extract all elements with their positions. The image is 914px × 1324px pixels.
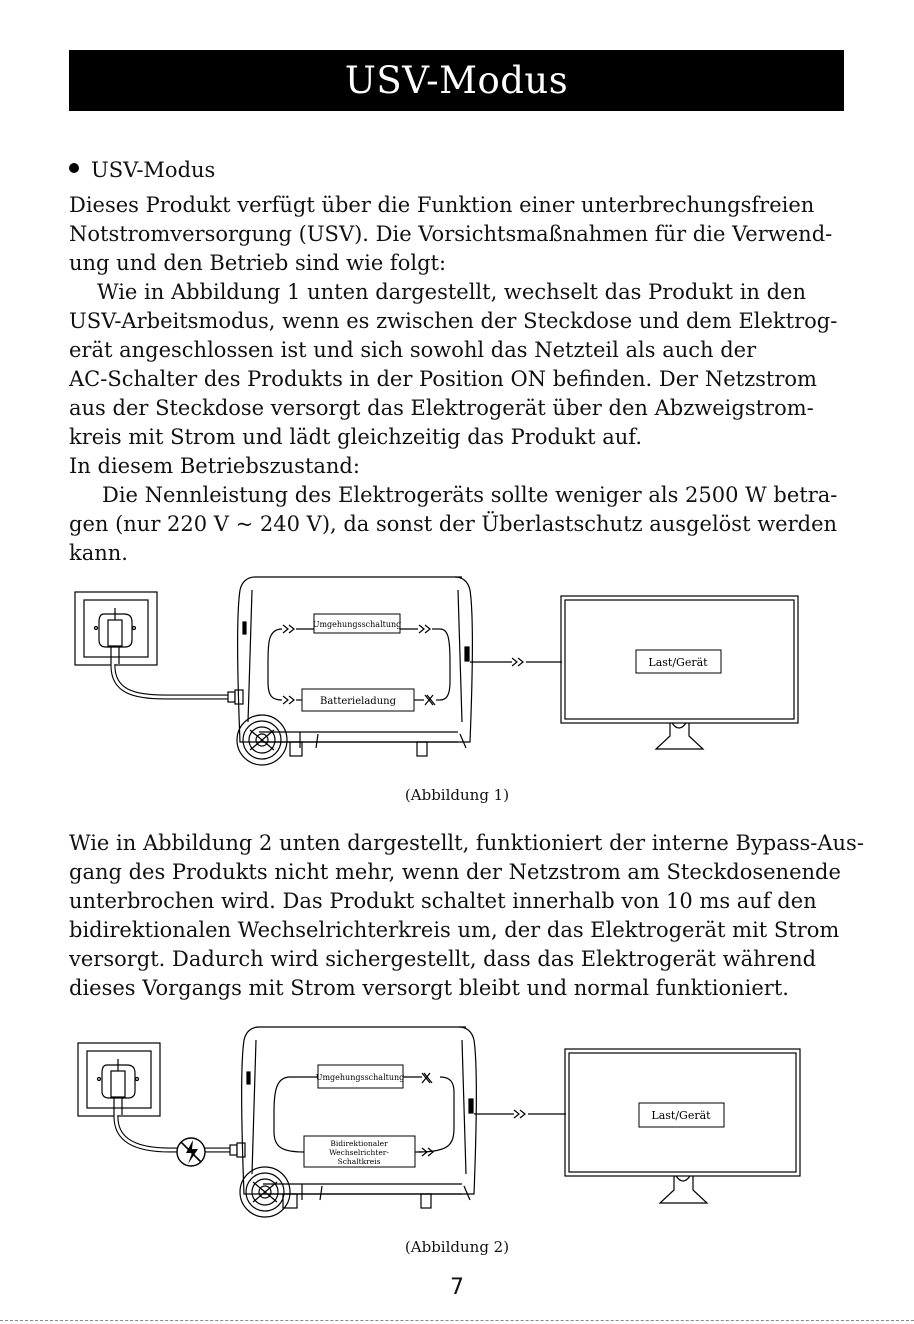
load-device-label: Last/Gerät xyxy=(651,1109,711,1122)
load-device-label: Last/Gerät xyxy=(648,656,708,669)
text-line: Wie in Abbildung 1 unten dargestellt, wechselt das Produkt in den xyxy=(97,280,807,304)
text-line: kreis mit Strom und lädt gleichzeitig das Produkt auf. xyxy=(69,425,643,449)
figure-2-caption: (Abbildung 2) xyxy=(404,1238,510,1256)
paragraph-intro xyxy=(69,191,849,568)
inverter-label-line: Bidirektionaler xyxy=(330,1139,388,1148)
wall-socket-icon xyxy=(78,1043,160,1116)
inverter-label-line: Schaltkreis xyxy=(337,1157,381,1166)
arrow-icon xyxy=(283,625,294,633)
text-line: Die Nennleistung des Elektrogeräts sollte weniger als 2500 W betra- xyxy=(102,483,838,507)
figure-1-caption: (Abbildung 1) xyxy=(404,786,510,804)
text-line: Dieses Produkt verfügt über die Funktion einer unterbrechungsfreien xyxy=(69,193,815,217)
text-line: bidirektionalen Wechselrichterkreis um, der das Elektrogerät mit Strom xyxy=(69,918,840,942)
text-line: USV-Arbeitsmodus, wenn es zwischen der Steckdose und dem Elektrog- xyxy=(69,309,838,333)
page-title: USV-Modus xyxy=(344,59,569,102)
blocked-x-icon xyxy=(422,1073,432,1083)
text-line: dieses Vorgangs mit Strom versorgt bleibt und normal funktioniert. xyxy=(69,976,789,1000)
page-header-bar xyxy=(69,50,844,111)
text-line: Wie in Abbildung 2 unten dargestellt, funktioniert der interne Bypass-Aus- xyxy=(69,831,864,855)
arrow-icon xyxy=(419,625,430,633)
wall-socket-icon xyxy=(75,592,157,665)
power-station-icon xyxy=(237,577,472,765)
page-number: 7 xyxy=(450,1275,464,1300)
blocked-x-icon xyxy=(425,695,435,705)
section-heading-text: USV-Modus xyxy=(91,158,216,182)
text-line: Notstromversorgung (USV). Die Vorsichtsmaßnahmen für die Verwend- xyxy=(69,222,833,246)
text-line: gen (nur 220 V ~ 240 V), da sonst der Überlastschutz ausgelöst werden xyxy=(69,512,838,536)
bullet-icon xyxy=(69,163,79,173)
arrow-icon xyxy=(283,696,294,704)
text-line: erät angeschlossen ist und sich sowohl das Netzteil als auch der xyxy=(69,338,757,362)
section-heading xyxy=(69,157,215,184)
arrow-icon xyxy=(514,1110,525,1118)
figure-1-diagram xyxy=(0,572,914,777)
text-line: In diesem Betriebszustand: xyxy=(69,454,360,478)
text-line: gang des Produkts nicht mehr, wenn der Netzstrom am Steckdosenende xyxy=(69,860,841,884)
battery-charge-label: Batterieladung xyxy=(319,696,397,707)
text-line: kann. xyxy=(69,541,128,565)
inverter-label-line: Wechselrichter- xyxy=(329,1148,389,1157)
figure-2-diagram xyxy=(0,1022,914,1227)
arrow-icon xyxy=(512,658,523,666)
text-line: AC-Schalter des Produkts in der Position ON befinden. Der Netzstrom xyxy=(69,367,817,391)
text-line: aus der Steckdose versorgt das Elektrogerät über den Abzweigstrom- xyxy=(69,396,814,420)
power-station-icon xyxy=(240,1027,476,1217)
paragraph-bypass xyxy=(69,829,864,1003)
text-line: unterbrochen wird. Das Produkt schaltet innerhalb von 10 ms auf den xyxy=(69,889,817,913)
page-edge-divider xyxy=(0,1320,914,1321)
text-line: versorgt. Dadurch wird sichergestellt, dass das Elektrogerät während xyxy=(69,947,817,971)
bypass-circuit-label: Umgehungsschaltung xyxy=(312,620,402,629)
power-cut-icon xyxy=(177,1138,205,1166)
text-line: ung und den Betrieb sind wie folgt: xyxy=(69,251,447,275)
bypass-circuit-label: Umgehungsschaltung xyxy=(315,1073,405,1082)
